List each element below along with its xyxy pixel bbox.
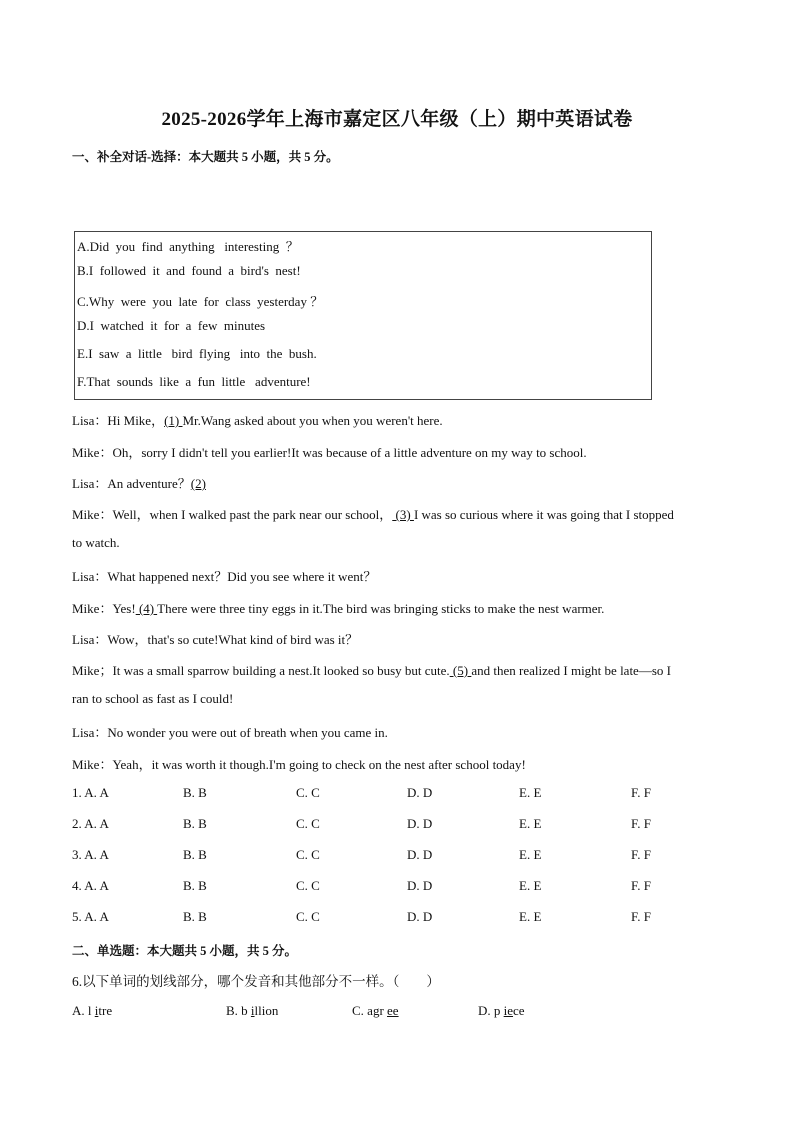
option-f[interactable]: F. F bbox=[631, 909, 651, 924]
blank-4[interactable]: (4) bbox=[135, 601, 158, 616]
options-box bbox=[74, 231, 652, 400]
speaker-text: Lisa：Hi Mike， bbox=[72, 413, 165, 428]
q6-option-c[interactable] bbox=[352, 1003, 399, 1019]
option-d[interactable]: D. D bbox=[407, 909, 433, 924]
box-option-b: B.I followed it and found a bird's nest! bbox=[77, 263, 301, 278]
option-text: tre bbox=[98, 1003, 113, 1018]
option-e[interactable]: E. E bbox=[519, 847, 542, 862]
dialogue-line-10: Mike：Yeah，it was worth it though.I'm going to check on the nest after school today! bbox=[72, 757, 526, 772]
box-option-c: C.Why were you late for class yesterday ？ bbox=[77, 294, 324, 309]
dialogue-line-1 bbox=[72, 410, 732, 429]
dialogue-text: There were three tiny eggs in it.The bird was bringing sticks to make the nest warmer. bbox=[157, 601, 605, 616]
blank-2[interactable]: (2) bbox=[190, 476, 206, 491]
dialogue-text: Mr.Wang asked about you when you weren't here. bbox=[182, 413, 443, 428]
option-b[interactable]: B. B bbox=[183, 785, 207, 800]
dialogue-text: I was so curious where it was going that I stopped bbox=[413, 507, 674, 522]
option-a[interactable]: 5. A. A bbox=[72, 909, 109, 924]
dialogue-line-3 bbox=[72, 473, 732, 492]
box-option-f: F.That sounds like a fun little adventure! bbox=[77, 374, 311, 389]
option-a[interactable]: 2. A. A bbox=[72, 816, 109, 831]
underlined-letters: ie bbox=[503, 1003, 514, 1018]
speaker-text: Lisa：An adventure？ bbox=[72, 476, 191, 491]
speaker-text: Mike：Yes! bbox=[72, 601, 136, 616]
option-e[interactable]: E. E bbox=[519, 785, 542, 800]
option-b[interactable]: B. B bbox=[183, 909, 207, 924]
option-label: D. p bbox=[478, 1003, 504, 1018]
option-b[interactable]: B. B bbox=[183, 816, 207, 831]
option-c[interactable]: C. C bbox=[296, 909, 320, 924]
dialogue-line-4-cont: to watch. bbox=[72, 535, 120, 550]
q6-option-b[interactable] bbox=[226, 1003, 278, 1019]
question-6-stem: 6.以下单词的划线部分，哪个发音和其他部分不一样。（ ） bbox=[72, 974, 440, 989]
box-option-a: A.Did you find anything interesting ？ bbox=[77, 239, 299, 254]
option-a[interactable]: 4. A. A bbox=[72, 878, 109, 893]
underlined-letters: i bbox=[250, 1003, 255, 1018]
q6-option-d[interactable] bbox=[478, 1003, 525, 1019]
option-c[interactable]: C. C bbox=[296, 785, 320, 800]
option-f[interactable]: F. F bbox=[631, 847, 651, 862]
speaker-text: Mike；It was a small sparrow building a nest.It looked so busy but cute. bbox=[72, 663, 450, 678]
dialogue-line-2: Mike：Oh，sorry I didn't tell you earlier!It was because of a little adventure on my way to school. bbox=[72, 445, 587, 460]
blank-1[interactable]: (1) bbox=[164, 413, 183, 428]
underlined-letters: i bbox=[94, 1003, 99, 1018]
dialogue-line-5: Lisa：What happened next？Did you see where it went？ bbox=[72, 569, 377, 584]
option-b[interactable]: B. B bbox=[183, 847, 207, 862]
option-text: llion bbox=[254, 1003, 279, 1018]
option-e[interactable]: E. E bbox=[519, 909, 542, 924]
section-2-heading: 二、单选题：本大题共 5 小题，共 5 分。 bbox=[72, 944, 298, 958]
dialogue-line-4 bbox=[72, 504, 732, 523]
option-d[interactable]: D. D bbox=[407, 847, 433, 862]
option-c[interactable]: C. C bbox=[296, 878, 320, 893]
option-d[interactable]: D. D bbox=[407, 878, 433, 893]
section-1-heading: 一、补全对话-选择：本大题共 5 小题，共 5 分。 bbox=[72, 150, 339, 164]
page-title: 2025-2026学年上海市嘉定区八年级（上）期中英语试卷 bbox=[161, 109, 633, 130]
option-c[interactable]: C. C bbox=[296, 816, 320, 831]
option-f[interactable]: F. F bbox=[631, 878, 651, 893]
dialogue-line-8-cont: ran to school as fast as I could! bbox=[72, 691, 234, 706]
option-c[interactable]: C. C bbox=[296, 847, 320, 862]
option-e[interactable]: E. E bbox=[519, 878, 542, 893]
dialogue-line-6 bbox=[72, 598, 732, 617]
dialogue-line-9: Lisa：No wonder you were out of breath when you came in. bbox=[72, 725, 388, 740]
option-a[interactable]: 3. A. A bbox=[72, 847, 109, 862]
q6-option-a[interactable] bbox=[72, 1003, 112, 1019]
box-option-e: E.I saw a little bird flying into the bush. bbox=[77, 346, 317, 361]
box-option-d: D.I watched it for a few minutes bbox=[77, 318, 266, 333]
option-f[interactable]: F. F bbox=[631, 785, 651, 800]
blank-5[interactable]: (5) bbox=[449, 663, 472, 678]
option-label: A. l bbox=[72, 1003, 95, 1018]
option-b[interactable]: B. B bbox=[183, 878, 207, 893]
speaker-text: Mike：Well，when I walked past the park near our school， bbox=[72, 507, 393, 522]
option-d[interactable]: D. D bbox=[407, 785, 433, 800]
dialogue-line-7: Lisa：Wow，that's so cute!What kind of bird was it？ bbox=[72, 632, 359, 647]
option-a[interactable]: 1. A. A bbox=[72, 785, 109, 800]
dialogue-text: and then realized I might be late—so I bbox=[471, 663, 671, 678]
dialogue-line-8 bbox=[72, 660, 732, 679]
option-f[interactable]: F. F bbox=[631, 816, 651, 831]
option-label: C. agr bbox=[352, 1003, 388, 1018]
blank-3[interactable]: (3) bbox=[392, 507, 414, 522]
underlined-letters: ee bbox=[387, 1003, 399, 1018]
option-d[interactable]: D. D bbox=[407, 816, 433, 831]
option-text: ce bbox=[513, 1003, 525, 1018]
option-label: B. b bbox=[226, 1003, 251, 1018]
option-e[interactable]: E. E bbox=[519, 816, 542, 831]
